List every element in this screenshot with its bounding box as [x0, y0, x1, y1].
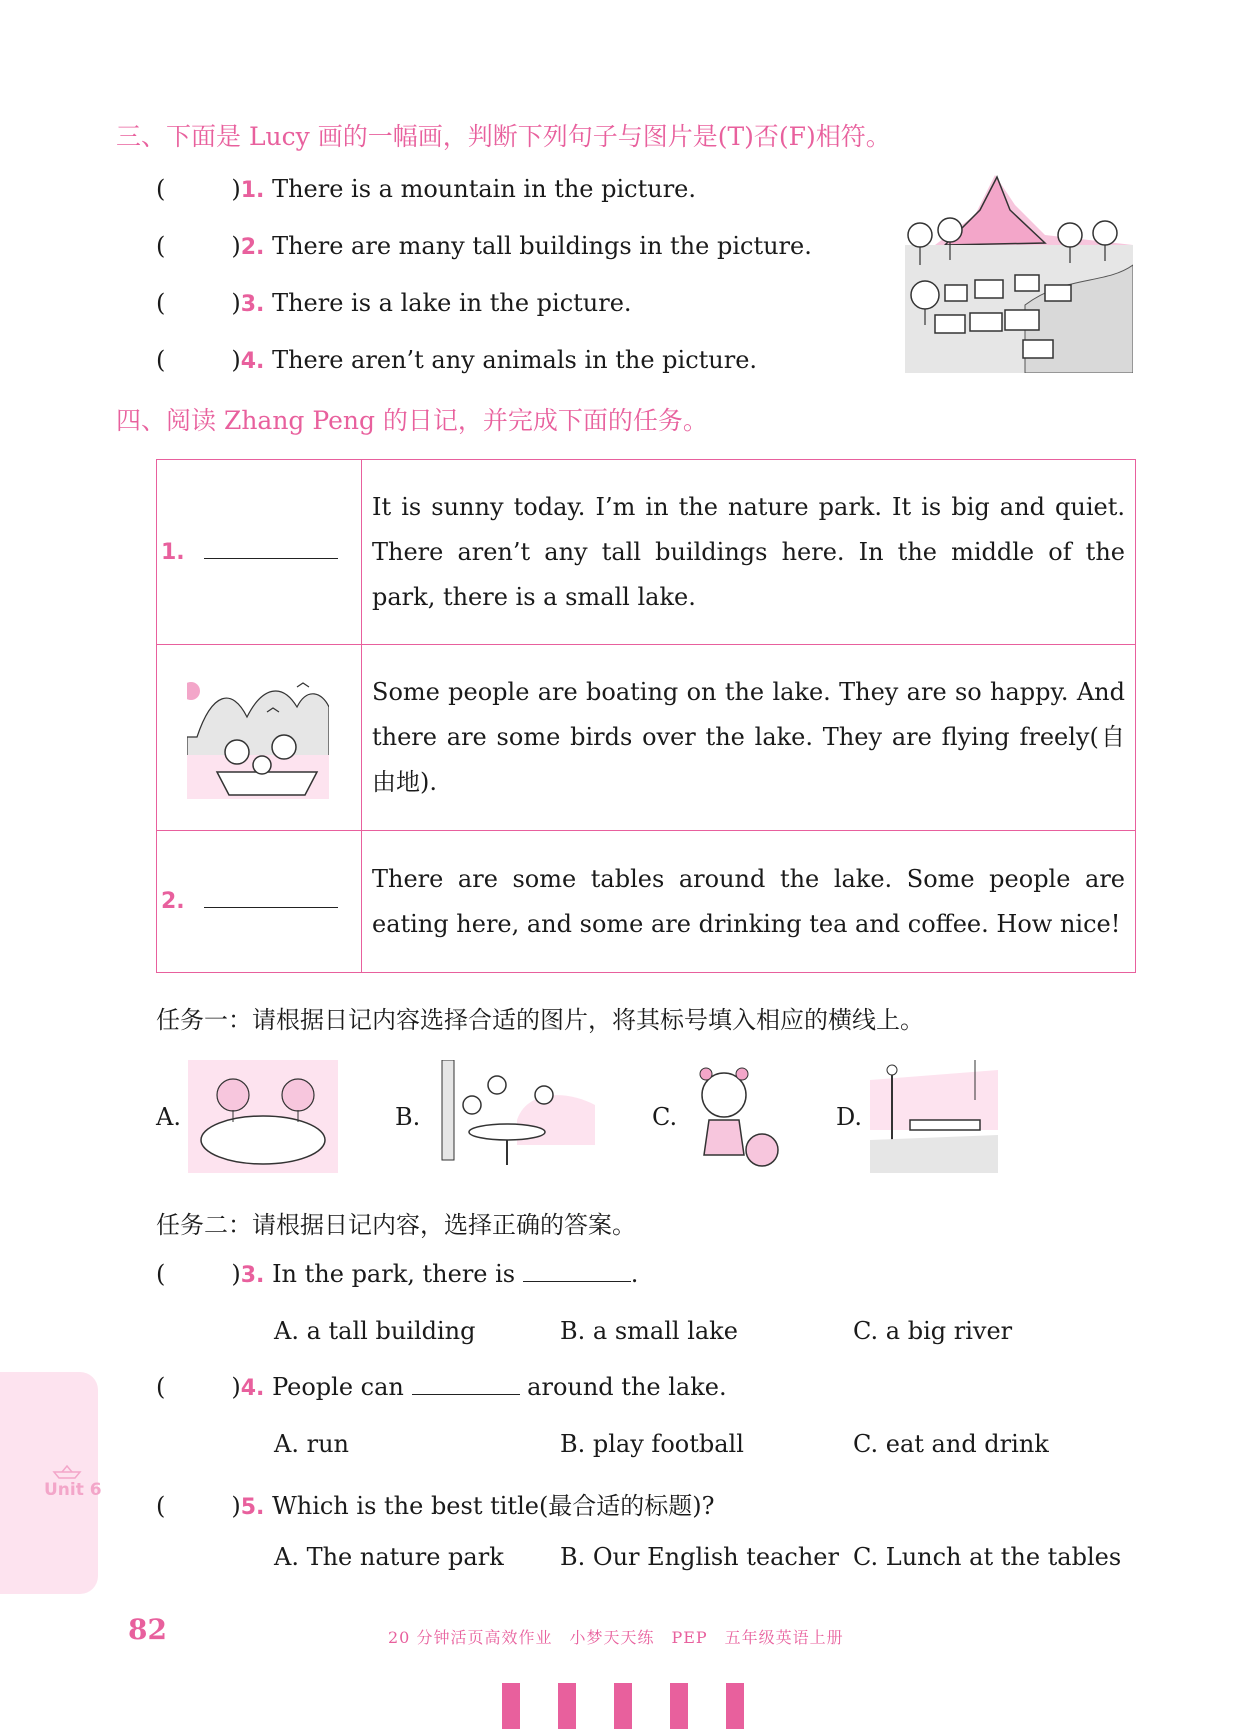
answer-paren-close: )	[231, 346, 241, 374]
option-label: A.	[156, 1103, 181, 1131]
question-number: 4.	[240, 349, 265, 374]
diary-table	[156, 459, 1136, 973]
answer-paren-open[interactable]: (	[156, 1373, 166, 1401]
question-text-end: around the lake.	[527, 1373, 727, 1401]
option-label: C.	[652, 1103, 678, 1131]
picture-option-a[interactable]	[188, 1060, 338, 1173]
question-row	[156, 175, 696, 203]
answer-paren-open[interactable]: (	[156, 1492, 166, 1520]
question-row	[156, 232, 812, 260]
answer-blank[interactable]	[523, 1281, 631, 1282]
answer-paren-open[interactable]: (	[156, 175, 166, 203]
question-row	[156, 1373, 727, 1401]
unit-side-tab	[0, 1372, 102, 1594]
task-1-title: 任务一：请根据日记内容选择合适的图片，将其标号填入相应的横线上。	[156, 1006, 924, 1034]
answer-paren-open[interactable]: (	[156, 289, 166, 317]
diary-paragraph: It is sunny today. I’m in the nature park. It is big and quiet. There aren’t any tall buildings here. In the middle of the park, there is a small lake.	[372, 492, 1125, 611]
picture-option-c[interactable]	[684, 1060, 784, 1173]
diary-text-cell	[362, 831, 1136, 973]
decor-bar	[726, 1683, 744, 1729]
diary-paragraph: There are some tables around the lake. Some people are eating here, and some are drinking tea and coffee. How nice!	[372, 864, 1125, 938]
diary-label-cell	[157, 831, 362, 973]
question-number: 1.	[240, 178, 265, 203]
lucy-picture	[905, 175, 1133, 373]
answer-option[interactable]: A. run	[274, 1430, 349, 1458]
question-text: There is a mountain in the picture.	[272, 175, 697, 203]
answer-paren-open[interactable]: (	[156, 232, 166, 260]
question-text: In the park, there is	[272, 1260, 516, 1288]
answer-option[interactable]: A. The nature park	[274, 1543, 504, 1571]
blank-number: 1.	[161, 539, 185, 565]
answer-paren-close: )	[231, 1260, 241, 1288]
question-text: Which is the best title(最合适的标题)?	[272, 1492, 715, 1520]
answer-paren-open[interactable]: (	[156, 346, 166, 374]
decor-bar	[558, 1683, 576, 1729]
option-label: B.	[395, 1103, 421, 1131]
answer-paren-close: )	[231, 175, 241, 203]
answer-blank[interactable]	[204, 907, 338, 908]
boating-picture	[187, 677, 329, 799]
decor-bar	[502, 1683, 520, 1729]
diary-label-cell	[157, 460, 362, 645]
decor-bar	[614, 1683, 632, 1729]
answer-option[interactable]: C. eat and drink	[853, 1430, 1049, 1458]
question-row	[156, 289, 632, 317]
question-row	[156, 1260, 638, 1288]
section-3-title: 三、下面是 Lucy 画的一幅画，判断下列句子与图片是(T)否(F)相符。	[116, 122, 891, 151]
page-number: 82	[128, 1613, 167, 1646]
answer-paren-open[interactable]: (	[156, 1260, 166, 1288]
answer-option[interactable]: C. a big river	[853, 1317, 1013, 1345]
diary-text-cell	[362, 460, 1136, 645]
question-number: 4.	[240, 1376, 265, 1401]
question-text: There are many tall buildings in the picture.	[272, 232, 812, 260]
footer-text: 20 分钟活页高效作业 小梦天天练 PEP 五年级英语上册	[388, 1628, 844, 1647]
answer-option[interactable]: B. Our English teacher	[560, 1543, 839, 1571]
question-text-end: .	[630, 1260, 639, 1288]
question-number: 5.	[240, 1495, 265, 1520]
question-number: 3.	[240, 292, 265, 317]
answer-paren-close: )	[231, 289, 241, 317]
question-text: There aren’t any animals in the picture.	[272, 346, 758, 374]
question-number: 3.	[240, 1263, 265, 1288]
question-text: There is a lake in the picture.	[272, 289, 632, 317]
task-2-title: 任务二：请根据日记内容，选择正确的答案。	[156, 1211, 636, 1239]
question-text: People can	[272, 1373, 404, 1401]
question-row	[156, 346, 757, 374]
section-4-title: 四、阅读 Zhang Peng 的日记，并完成下面的任务。	[116, 406, 708, 435]
picture-option-b[interactable]	[427, 1060, 595, 1173]
option-label: D.	[836, 1103, 863, 1131]
diary-picture-cell	[157, 645, 362, 831]
decor-bar	[670, 1683, 688, 1729]
unit-label: Unit 6	[44, 1480, 102, 1500]
answer-blank[interactable]	[412, 1394, 520, 1395]
answer-blank[interactable]	[204, 558, 338, 559]
answer-option[interactable]: A. a tall building	[274, 1317, 476, 1345]
question-number: 2.	[240, 235, 265, 260]
answer-paren-close: )	[231, 1492, 241, 1520]
diary-text-cell	[362, 645, 1136, 831]
answer-paren-close: )	[231, 1373, 241, 1401]
answer-option[interactable]: C. Lunch at the tables	[853, 1543, 1122, 1571]
picture-option-d[interactable]	[870, 1060, 998, 1173]
blank-number: 2.	[161, 889, 185, 914]
diary-paragraph: Some people are boating on the lake. They are so happy. And there are some birds over the lake. They are flying freely(自由地).	[372, 678, 1125, 796]
boat-icon	[52, 1464, 82, 1478]
question-row	[156, 1486, 715, 1521]
answer-option[interactable]: B. a small lake	[560, 1317, 738, 1345]
answer-paren-close: )	[231, 232, 241, 260]
answer-option[interactable]: B. play football	[560, 1430, 744, 1458]
